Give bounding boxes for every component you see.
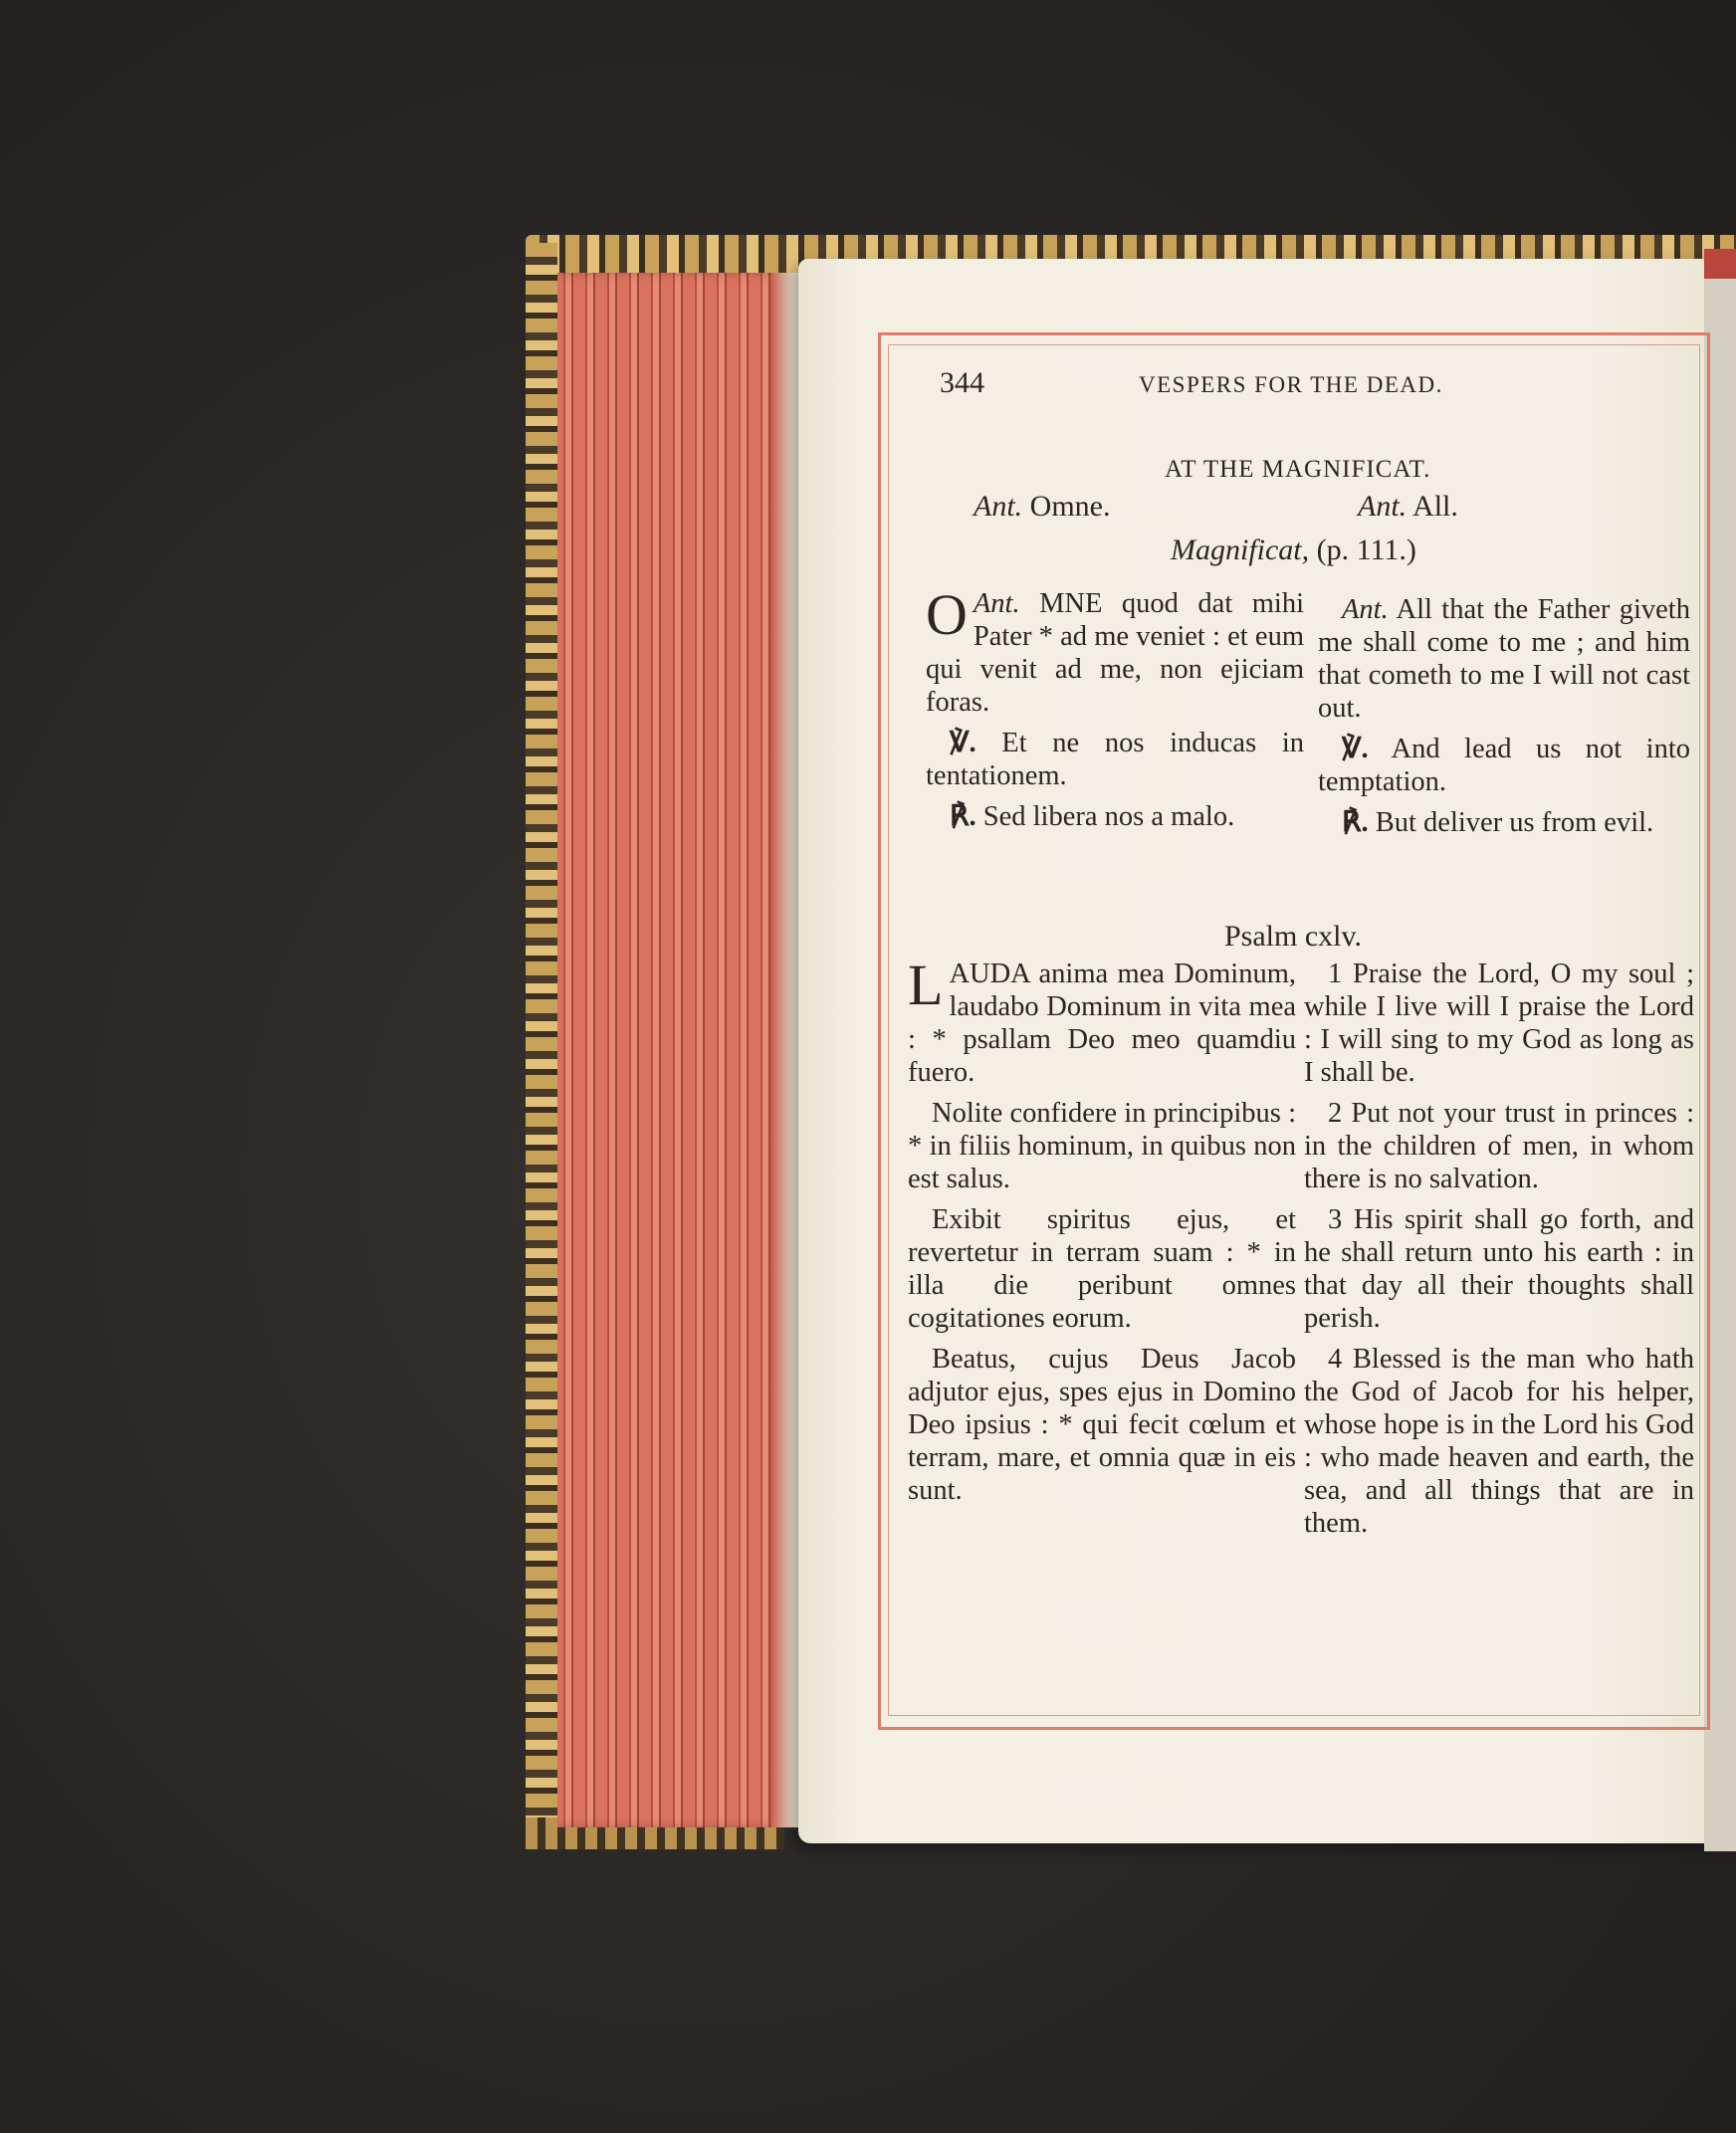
response-symbol: ℟. <box>950 801 976 832</box>
antiphon-english-column <box>1318 593 1690 847</box>
gilt-cover-spine-edge <box>526 243 557 1847</box>
page-header <box>940 366 1517 410</box>
response-english <box>1318 806 1690 839</box>
magnificat-italic: Magnificat, <box>1171 533 1310 566</box>
psalm-latin-verse <box>908 1343 1296 1507</box>
psalm-verse-text: Beatus, cujus Deus Jacob adjutor ejus, spes ejus in Domino Deo ipsius : * qui fecit cœlum et terram, mare, et omnia quæ in eis sunt. <box>908 1344 1296 1506</box>
section-title: AT THE MAGNIFICAT. <box>1165 456 1431 483</box>
antiphon-latin-column <box>926 582 1305 841</box>
antiphon-latin-text: MNE quod dat mihi Pater * ad me veniet : et eum qui venit ad me, non ejiciam foras. <box>926 588 1304 718</box>
antiphon-english <box>1318 593 1690 725</box>
ant-incipit-word: All. <box>1412 490 1458 523</box>
magnificat-reference <box>1171 533 1416 567</box>
response-symbol: ℟. <box>1342 807 1369 838</box>
psalm-latin-verse <box>908 1097 1296 1195</box>
ant-label: Ant. <box>974 490 1023 523</box>
versicle-english-text: And lead us not into temptation. <box>1318 734 1690 797</box>
psalm-latin-column <box>908 953 1296 1515</box>
antiphon-latin <box>926 582 1304 719</box>
psalm-verse-text: Nolite confidere in principibus : * in filiis hominum, in quibus non est salus. <box>908 1098 1296 1194</box>
psalm-verse-text: 2 Put not your trust in princes : in the children of men, in whom there is no salvation. <box>1304 1098 1694 1194</box>
drop-cap: L <box>908 953 944 1017</box>
red-page-edges <box>557 273 790 1827</box>
ant-label: Ant. <box>973 588 1020 619</box>
psalm-latin-verse <box>908 1203 1296 1335</box>
versicle-symbol: ℣. <box>950 728 976 758</box>
response-latin <box>926 800 1304 833</box>
page-number: 344 <box>940 366 984 399</box>
psalm-latin-verse <box>908 953 1296 1089</box>
psalm-english-verse <box>1304 1203 1694 1335</box>
psalm-verse-text: 4 Blessed is the man who hath the God of Jacob for his helper, whose hope is in the Lord his God : who made heaven and earth, the sea, and all things that are in them. <box>1304 1344 1694 1539</box>
psalm-english-column <box>1304 958 1694 1548</box>
response-latin-text: Sed libera nos a malo. <box>982 801 1235 832</box>
psalm-english-verse <box>1304 1097 1694 1195</box>
versicle-latin <box>926 727 1304 792</box>
versicle-english <box>1318 733 1690 798</box>
ant-label: Ant. <box>1342 594 1389 625</box>
versicle-latin-text: Et ne nos inducas in tentationem. <box>926 728 1305 791</box>
response-english-text: But deliver us from evil. <box>1375 807 1654 838</box>
psalm-verse-text: Exibit spiritus ejus, et revertetur in terram suam : * in illa die peribunt omnes cogitationes eorum. <box>908 1204 1296 1334</box>
psalm-english-verse <box>1304 958 1694 1089</box>
ant-incipit-word: Omne. <box>1029 490 1111 523</box>
antiphon-incipit-english <box>1358 490 1458 524</box>
magnificat-page-ref: (p. 111.) <box>1316 533 1416 566</box>
psalm-verse-text: 3 His spirit shall go forth, and he shall return unto his earth : in that day all their thoughts shall perish. <box>1304 1204 1694 1334</box>
psalm-verse-text: AUDA anima mea Dominum, laudabo Dominum in vita mea : * psallam Deo meo quamdiu fuero. <box>908 959 1296 1088</box>
psalm-verse-text: 1 Praise the Lord, O my soul ; while I live will I praise the Lord : I will sing to my God as long as I shall be. <box>1304 959 1694 1088</box>
versicle-symbol: ℣. <box>1342 734 1369 764</box>
drop-cap: O <box>926 582 968 647</box>
ant-label: Ant. <box>1358 490 1408 523</box>
antiphon-english-text: All that the Father giveth me shall come to me ; and him that cometh to me I will not cast out. <box>1318 594 1690 724</box>
psalm-title: Psalm cxlv. <box>1224 920 1363 953</box>
antiphon-incipit-latin <box>974 490 1111 524</box>
psalm-english-verse <box>1304 1343 1694 1540</box>
running-head: VESPERS FOR THE DEAD. <box>1139 372 1443 397</box>
